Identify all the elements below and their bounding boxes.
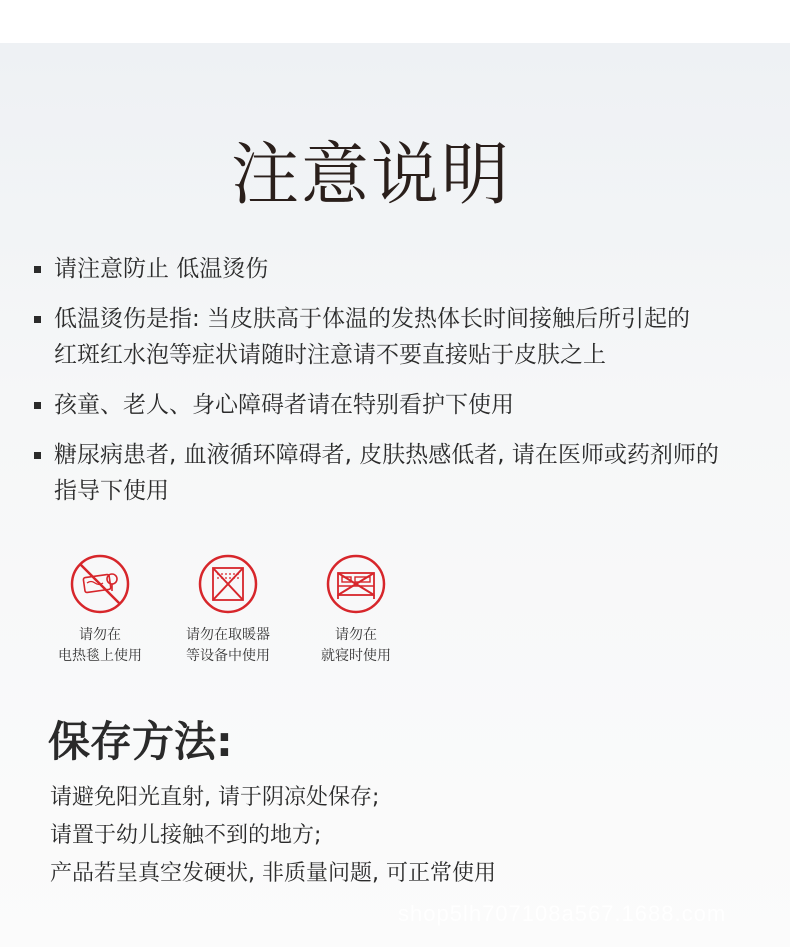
storage-line: 产品若呈真空发硬状, 非质量问题, 可正常使用	[50, 861, 496, 886]
bullet-icon	[34, 316, 41, 323]
bullet-icon	[34, 452, 41, 459]
storage-line: 请避免阳光直射, 请于阴凉处保存;	[50, 785, 380, 810]
bullet-icon	[34, 266, 41, 273]
note-line: 孩童、老人、身心障碍者请在特别看护下使用	[54, 392, 514, 418]
icon-caption: 请勿在 就寝时使用	[321, 627, 391, 664]
note-item	[34, 251, 774, 287]
warning-icons	[40, 553, 440, 673]
watermark: shop5lh707108a567.1688.com	[398, 901, 727, 926]
storage-list	[50, 779, 750, 893]
note-line: 低温烫伤是指: 当皮肤高于体温的发热体长时间接触后所引起的	[54, 306, 691, 332]
notes-list	[34, 251, 774, 509]
note-line: 指导下使用	[54, 478, 169, 504]
no-heater-icon	[197, 553, 259, 615]
warning-heater	[168, 553, 288, 667]
note-line: 红斑红水泡等症状请随时注意请不要直接贴于皮肤之上	[54, 342, 606, 368]
warning-bed	[296, 553, 416, 667]
note-line: 糖尿病患者, 血液循环障碍者, 皮肤热感低者, 请在医师或药剂师的	[54, 442, 719, 468]
no-electric-blanket-icon	[69, 553, 131, 615]
no-bed-icon	[325, 553, 387, 615]
page-title: 注意说明	[230, 136, 511, 215]
storage-line: 请置于幼儿接触不到的地方;	[50, 823, 322, 848]
note-item	[34, 387, 774, 423]
page-panel	[0, 43, 790, 947]
note-item	[34, 437, 774, 509]
icon-caption: 请勿在 电热毯上使用	[58, 627, 142, 664]
bullet-icon	[34, 402, 41, 409]
note-item	[34, 301, 774, 373]
icon-caption: 请勿在取暖器 等设备中使用	[186, 627, 270, 664]
storage-title: 保存方法:	[48, 717, 233, 766]
warning-electric-blanket	[40, 553, 160, 667]
note-line: 请注意防止 低温烫伤	[54, 256, 269, 282]
